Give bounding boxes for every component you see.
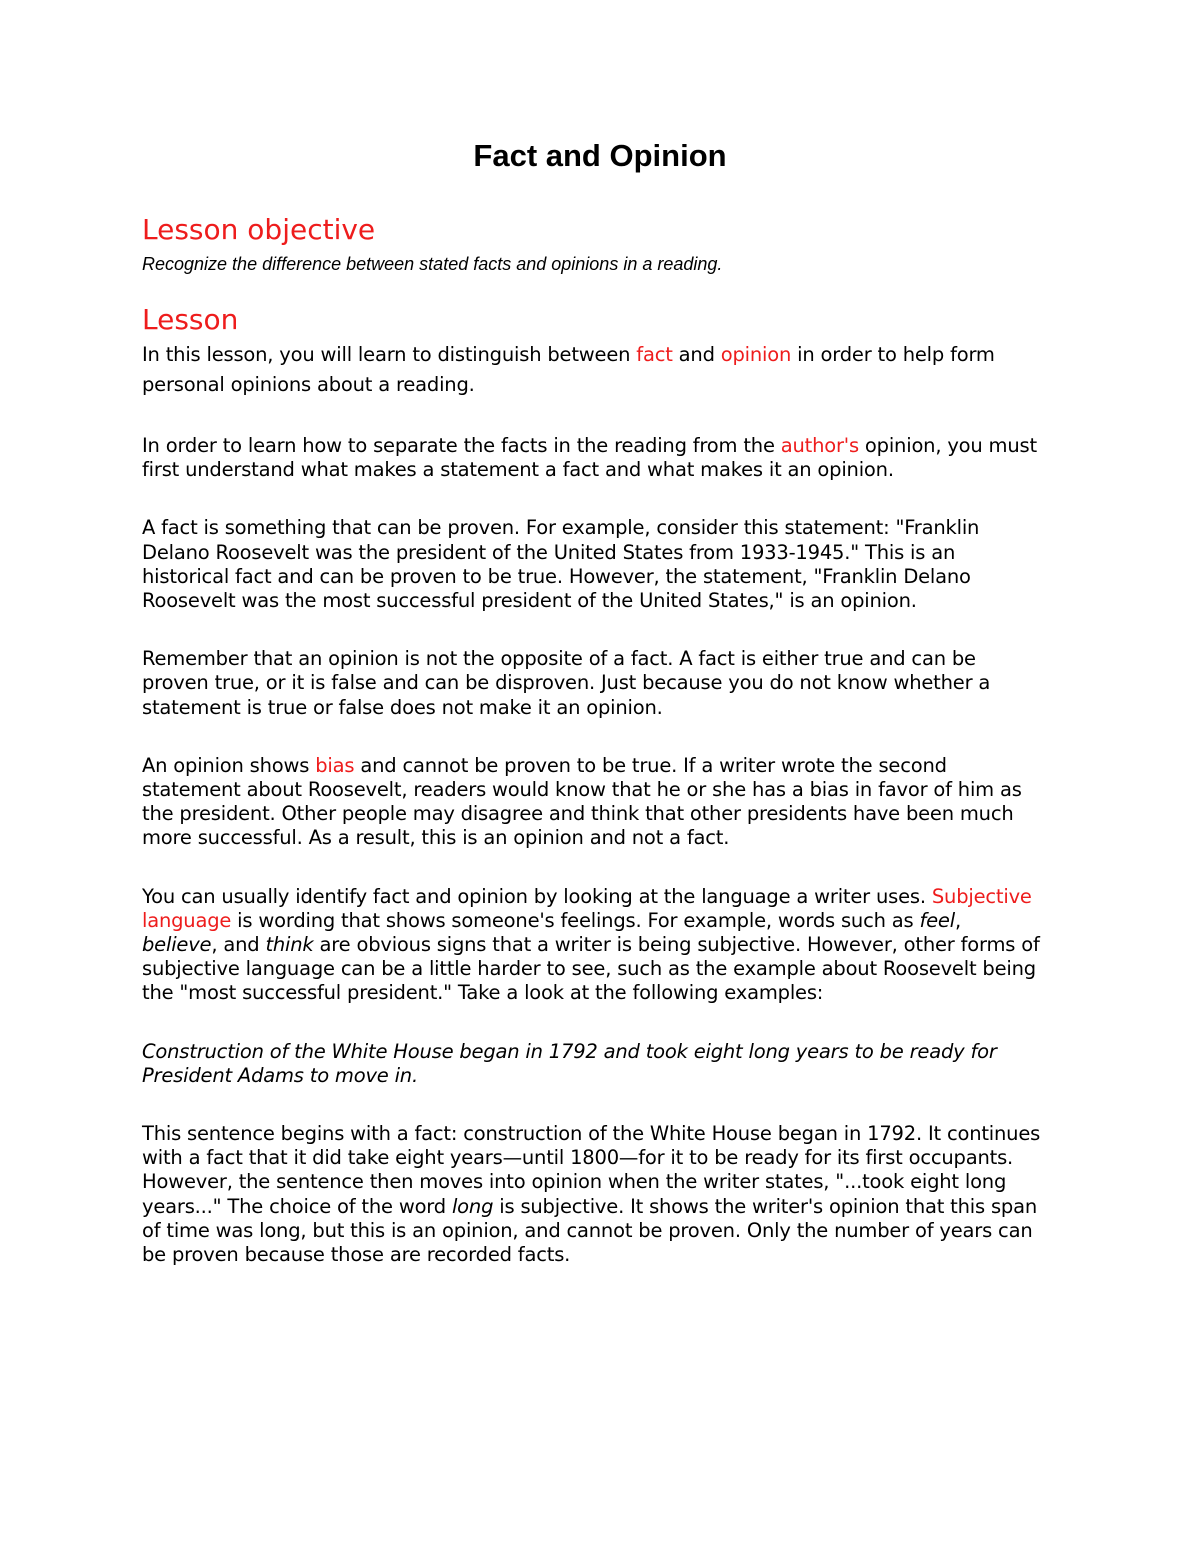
word-think: think — [265, 933, 314, 957]
lesson-heading: Lesson — [142, 303, 239, 336]
p6-text-c: , — [954, 908, 961, 932]
lesson-paragraph-3: A fact is something that can be proven. For example, consider this statement: "Franklin Delano Roosevelt was the president of the United States from 1933-1945." This is an historical fact and can be proven to be true. However, the statement, "Franklin Delano Roosevelt was the most successful president of the United States," is an opinion. — [142, 516, 980, 613]
p7-text-a: This sentence begins with a fact: construction of the White House began in 1792. It continues with a fact that it did take eight years—until 1800—for it to be ready for its first occupants. However, the sentence then moves into opinion when the writer states, "...took eight long years..." The choice of the word — [142, 1122, 1041, 1218]
document-body — [142, 210, 1042, 1267]
objective-text: Recognize the difference between stated facts and opinions in a reading. — [142, 254, 723, 274]
p5-text-a: An opinion shows — [142, 753, 316, 777]
example-sentence: Construction of the White House began in 1792 and took eight long years to be ready for President Adams to move in. — [142, 1039, 997, 1087]
lesson-paragraph-1 — [142, 340, 1042, 400]
word-believe: believe — [142, 933, 212, 957]
p2-text-a: In order to learn how to separate the facts in the reading from the — [142, 434, 781, 457]
p1-text-a: In this lesson, you will learn to distinguish between — [142, 343, 637, 366]
term-authors: author's — [780, 434, 859, 457]
objective-heading: Lesson objective — [142, 213, 376, 246]
lesson-paragraph-7 — [142, 1122, 1042, 1267]
p6-text-b: is wording that shows someone's feelings. For example, words such as — [231, 908, 920, 932]
term-opinion: opinion — [720, 343, 792, 366]
p6-text-e: are obvious signs that a writer is being subjective. However, other forms of subjective language can be a little harder to see, such as the example about Roosevelt being the "most successful president." Take a look at the following examples: — [142, 933, 1040, 1005]
lesson-paragraph-4: Remember that an opinion is not the opposite of a fact. A fact is either true and can be proven true, or it is false and can be disproven. Just because you do not know whether a statement is true or false does not make it an opinion. — [142, 647, 991, 719]
p7-text-b: is subjective. It shows the writer's opinion that this span of time was long, but this is an opinion, and cannot be proven. Only the number of years can be proven because those are recorded facts. — [142, 1194, 1037, 1267]
p2-text-b: opinion, you must first understand what makes a statement a fact and what makes it an opinion. — [142, 434, 1037, 482]
lesson-paragraph-2 — [142, 434, 1042, 482]
term-fact: fact — [636, 343, 673, 366]
lesson-paragraph-5 — [142, 754, 1042, 851]
word-long: long — [451, 1194, 494, 1218]
p1-text-b: and — [672, 343, 721, 366]
term-subjective-language: Subjective language — [142, 884, 1032, 932]
p6-text-a: You can usually identify fact and opinion by looking at the language a writer uses. — [142, 884, 932, 908]
p1-text-c: in order to help form personal opinions about a reading. — [142, 343, 995, 396]
page-title: Fact and Opinion — [473, 138, 727, 173]
p5-text-b: and cannot be proven to be true. If a writer wrote the second statement about Roosevelt, readers would know that he or she has a bias in favor of him as the president. Other people may disagree and think that other presidents have been much more successful. As a result, this is an opinion and not a fact. — [142, 753, 1022, 850]
p6-text-d: , and — [211, 933, 266, 957]
word-feel: feel — [919, 908, 955, 932]
lesson-paragraph-6 — [142, 885, 1042, 1006]
term-bias: bias — [315, 753, 355, 777]
